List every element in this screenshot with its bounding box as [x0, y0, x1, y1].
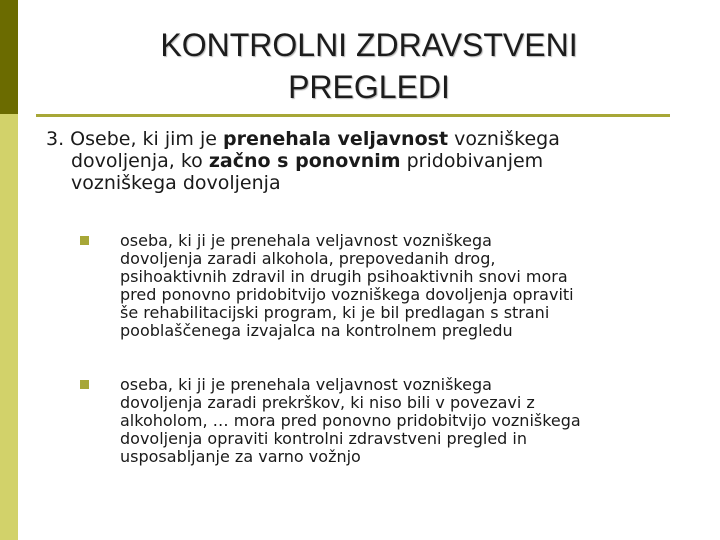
- bullet-2-line: usposabljanje za varno vožnjo: [120, 447, 361, 466]
- bullet-1-line: pooblaščenega izvajalca na kontrolnem pregledu: [120, 321, 513, 340]
- title-line-2: PREGLEDI: [288, 69, 450, 105]
- intro-bold-2: začno s ponovnim: [208, 150, 401, 172]
- intro-line-3: vozniškega dovoljenja: [71, 172, 281, 194]
- slide-title: [18, 24, 720, 108]
- intro-text-1: 3. Osebe, ki jim je: [46, 128, 223, 150]
- bullet-1-line: dovoljenja zaradi alkohola, prepovedanih drog,: [120, 249, 496, 268]
- bullet-1-line: oseba, ki ji je prenehala veljavnost vozniškega: [120, 231, 492, 250]
- bullet-2-line: oseba, ki ji je prenehala veljavnost vozniškega: [120, 375, 492, 394]
- intro-text-4: pridobivanjem: [400, 150, 544, 172]
- bullet-2-line: alkoholom, … mora pred ponovno pridobitvijo vozniškega: [120, 411, 581, 430]
- bullet-marker-icon: [80, 380, 89, 389]
- side-strip-light: [0, 114, 18, 540]
- title-divider: [36, 114, 670, 117]
- bullet-item-2: [120, 376, 705, 466]
- intro-line-2: [46, 150, 706, 172]
- bullet-2-line: dovoljenja opraviti kontrolni zdravstveni pregled in: [120, 429, 527, 448]
- title-line-1: KONTROLNI ZDRAVSTVENI: [160, 27, 578, 63]
- side-strip-dark: [0, 0, 18, 114]
- bullet-1-line: še rehabilitacijski program, ki je bil predlagan s strani: [120, 303, 550, 322]
- intro-text-3: dovoljenja, ko: [71, 150, 209, 172]
- bullet-1-line: pred ponovno pridobitvijo vozniškega dovoljenja opraviti: [120, 285, 574, 304]
- bullet-2-line: dovoljenja zaradi prekrškov, ki niso bili v povezavi z: [120, 393, 535, 412]
- intro-paragraph: [46, 128, 706, 194]
- bullet-1-line: psihoaktivnih zdravil in drugih psihoaktivnih snovi mora: [120, 267, 568, 286]
- bullet-item-1: [120, 232, 705, 340]
- bullet-marker-icon: [80, 236, 89, 245]
- intro-bold-1: prenehala veljavnost: [222, 128, 449, 150]
- intro-text-2: vozniškega: [448, 128, 560, 150]
